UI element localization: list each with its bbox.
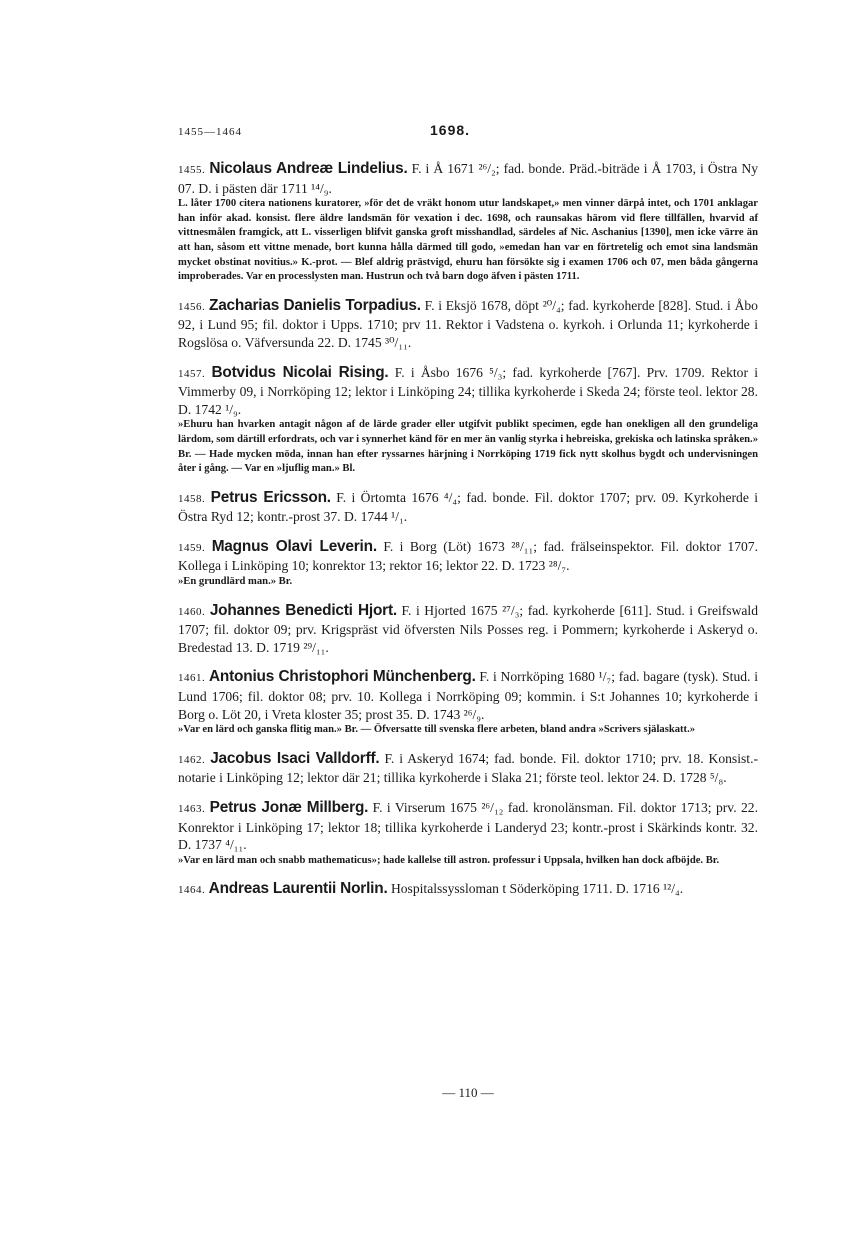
- entry-number: 1455.: [178, 164, 206, 176]
- page-number: — 110 —: [442, 1085, 494, 1100]
- entry-note: »Var en lärd man och snabb mathematicus»; hade kallelse till astron. professur i Uppsala, hvilken han dock afböjde. Br.: [178, 854, 720, 866]
- entry-text: F. i Å 1671 ²⁶/₂; fad. bonde. Präd.-biträde i Å 1703, i Östra Ny 07. D. i pästen där 1711 ¹⁴/₉.: [178, 161, 758, 196]
- entry-text: F. i Örtomta 1676 ⁴/₄; fad. bonde. Fil. doktor 1707; prv. 09. Kyrkoherde i Östra Ryd 12; kontr.-prost 37. D. 1744 ¹/₁.: [178, 489, 759, 525]
- page-year: 1698.: [430, 122, 471, 138]
- entry-name: Johannes Benedicti Hjort.: [209, 601, 397, 619]
- entry-name: Petrus Jonæ Millberg.: [209, 799, 369, 816]
- page-content: [178, 122, 758, 900]
- entry: [178, 364, 758, 477]
- entry-number: 1458.: [178, 492, 206, 505]
- entry-name: Nicolaus Andreæ Lindelius.: [209, 160, 408, 177]
- entry: [178, 880, 758, 900]
- entry: [178, 799, 758, 868]
- entry-note: L. låter 1700 citera nationens kuratorer, »för det de vräkt honom utur landskapet,» men vinner därpå intet, och 1701 anklagar han inför akad. konsist. flere äldre landsmän för vexation i dec. 1698, och raunsakas härom vid flere tillfällen, hvarvid af vittnesmålen framgick, att L. visserligen blifvit ganska groft misshandlad, särdeles af Nic. Aschanius [1390], men icke värre än att han, såsom ett vittne menade, bort kunna hålla därmed till godo, »emedan han var en förtretelig och emot sina landsmän mycket obstinat novitius.» K.-prot. — Blef aldrig prästvigd, ehuru han försökte sig i examen 1706 och 07, men båda gångerna improberades. Var en processlysten man. Hustrun och två barn dogo äfven i pästen 1711.: [178, 198, 758, 283]
- entry: [178, 668, 758, 737]
- entry-name: Petrus Ericsson.: [210, 488, 331, 506]
- running-header: [178, 122, 758, 138]
- entry: [178, 489, 758, 526]
- entry-number: 1462.: [178, 753, 206, 766]
- entry: [178, 538, 758, 590]
- entry-name: Antonius Christophori Münchenberg.: [209, 668, 476, 686]
- entry-text: F. i Norrköping 1680 ¹/₇; fad. bagare (tysk). Stud. i Lund 1706; fil. doktor 08; prv. 10. Kollega i Norrköping 09; kommin. i S:t Johannes 10; kyrkoherde i Borg o. Löt 20, i Vreta kloster 35; prost 35. D. 1743 ²⁶/₉.: [178, 669, 758, 722]
- entry-number: 1459.: [178, 541, 206, 554]
- entry-number: 1456.: [178, 300, 206, 313]
- entry-note: »Ehuru han hvarken antagit någon af de lärde grader eller utgifvit publikt specimen, egde han onekligen all den grundeliga lärdom, som därtill erfordrats, och var i synnerhet känd för en mer än vanlig styrka i hebreiska, grekiska och latinska språken.» Br. — Hade mycken möda, innan han efter ryssarnes härjning i Norrköping 1719 fick nytt skolhus bygdt och undervisningen åter i gång. — Var en »ljuflig man.» Bl.: [178, 419, 758, 475]
- entry-name: Andreas Laurentii Norlin.: [208, 880, 388, 898]
- entry-number: 1460.: [178, 605, 206, 618]
- entry-number: 1464.: [178, 884, 206, 897]
- entry-text: F. i Hjorted 1675 ²⁷/₃; fad. kyrkoherde [611]. Stud. i Greifswald 1707; fil. doktor 09; prv. Krigspräst vid öfversten Nils Posses reg. i Pommern; kyrkoherde i Askeryd o. Bredestad 13. D. 1719 ²⁹/₁₁.: [178, 602, 758, 655]
- entry-name: Zacharias Danielis Torpadius.: [209, 296, 421, 314]
- entry: [178, 160, 758, 285]
- entry-name: Magnus Olavi Leverin.: [211, 537, 377, 555]
- entry: [178, 297, 758, 352]
- entry-range: 1455—1464: [178, 126, 242, 138]
- entry: [178, 602, 758, 657]
- entry-note: »Var en lärd och ganska flitig man.» Br. — Öfversatte till svenska flere arbeten, bland andra »Scrivers själaskatt.»: [178, 724, 696, 736]
- entry-text: F. i Eksjö 1678, döpt ²⁰/₄; fad. kyrkoherde [828]. Stud. i Åbo 92, i Lund 95; fil. doktor i Upps. 1710; prv 11. Rektor i Vadstena o. kyrkoh. i Orlunda 11; kyrkoherde i Rogslösa o. Väfversunda 22. D. 1745 ³⁰/₁₁.: [178, 297, 758, 350]
- entry-number: 1457.: [178, 367, 206, 380]
- entry-number: 1461.: [178, 672, 206, 685]
- entry-text: F. i Askeryd 1674; fad. bonde. Fil. doktor 1710; prv. 18. Konsist.-notarie i Linköping 12; lektor där 21; tillika kyrkoherde i Slaka 21; förste teol. lektor 24. D. 1728 ⁵/₈.: [178, 750, 758, 786]
- entry-text: Hospitalssyssloman t Söderköping 1711. D. 1716 ¹²/₄.: [390, 881, 684, 897]
- entry-name: Botvidus Nicolai Rising.: [211, 363, 389, 381]
- entry-name: Jacobus Isaci Valldorff.: [210, 749, 380, 767]
- entry-text: F. i Åsbo 1676 ⁵/₃; fad. kyrkoherde [767]. Prv. 1709. Rektor i Vimmerby 09, i Norrköping 12; lektor i Linköping 24; tillika kyrkoherde i Skeda 24; förste teol. lektor 28. D. 1742 ¹/₉.: [178, 364, 759, 417]
- entry-text: F. i Virserum 1675 ²⁶/₁₂ fad. kronolänsman. Fil. doktor 1713; prv. 22. Konrektor i Linköping 17; lektor 18; tillika kyrkoherde i Landeryd 23; kontr.-prost i Skärkinds kontr. 32. D. 1737 ⁴/₁₁.: [178, 800, 758, 853]
- entry-number: 1463.: [178, 803, 206, 815]
- entry-note: »En grundlärd man.» Br.: [178, 576, 293, 588]
- entry: [178, 750, 758, 787]
- entry-text: F. i Borg (Löt) 1673 ²⁸/₁₁; fad. frälseinspektor. Fil. doktor 1707. Kollega i Linköping 10; konrektor 13; rektor 16; lektor 22. D. 1723 ²⁸/₇.: [178, 538, 758, 574]
